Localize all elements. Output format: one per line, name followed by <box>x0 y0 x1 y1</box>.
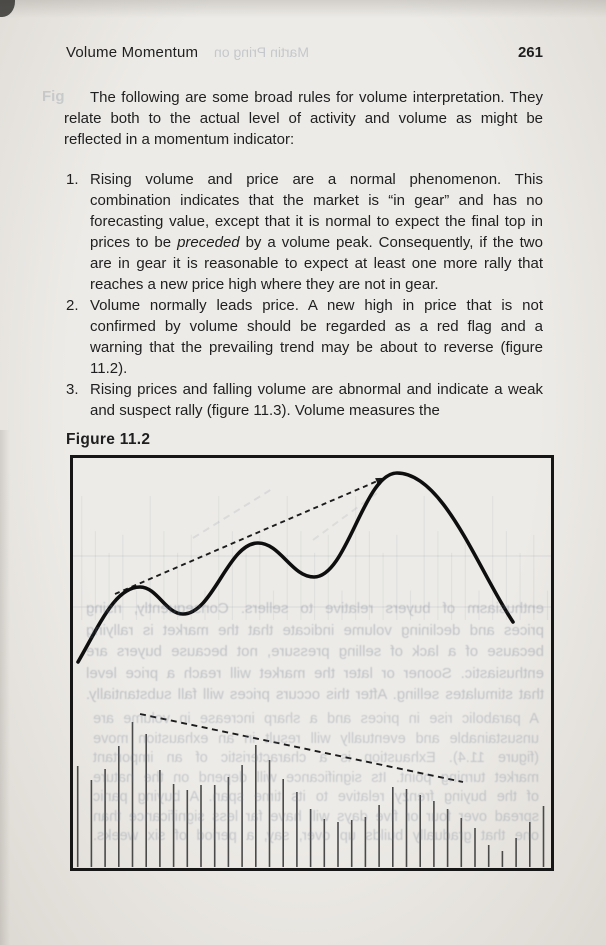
bleedthrough-line: spread over four or five days will have far less significance than <box>93 808 539 825</box>
scan-edge-shadow-left <box>0 430 10 945</box>
rule-text: Rising volume and price are a normal phenomenon. This combination indicates that the market is “in gear” and has no forecasting value, except that it is normal to expect the final top in prices to be preceded by a volume peak. Consequently, if the two are in gear it is reasonable to expect at least one more rally that reaches a new price high where they are not in gear. <box>90 171 543 293</box>
bleedthrough-paragraph-a <box>86 598 544 706</box>
running-header-title: Volume Momentum <box>66 44 199 61</box>
figure-caption: Figure 11.2 <box>66 431 151 448</box>
rule-item-1 <box>64 169 543 295</box>
bleedthrough-line: A parabolic rise in prices and a sharp increase in volume are <box>93 711 539 727</box>
intro-paragraph: The following are some broad rules for volume interpretation. They relate both to the actual level of activity and volume as might be reflected in a momentum indicator: <box>64 89 543 148</box>
rule-text: Rising prices and falling volume are abnormal and indicate a weak and suspect rally (figure 11.3). Volume measures the <box>90 381 543 419</box>
bleedthrough-line: enthusiastic. Sooner or later the market will reach a price level <box>86 664 544 682</box>
ink-offset-artifact: Fig <box>42 88 65 105</box>
rule-number: 3. <box>66 381 79 398</box>
rule-number: 2. <box>66 297 79 314</box>
bleedthrough-line: because of a lack of selling pressure, not because buyers are <box>86 643 544 660</box>
bleedthrough-line: enthusiasm of buyers relative to sellers. Consequently, rising <box>86 600 544 617</box>
page-number: 261 <box>517 44 543 61</box>
bleedthrough-line: (figure 11.4). Exhaustion is a characteristic of an important <box>93 750 539 766</box>
bleedthrough-line: prices and declining volume indicate that the market is rallying <box>86 621 544 639</box>
volume-rules-list <box>64 169 543 421</box>
bleedthrough-line: one that gradually builds up over, say, a period of six weeks. <box>93 828 539 844</box>
running-header-row <box>66 44 543 61</box>
bleedthrough-header-text: Martin Pring on <box>214 44 310 60</box>
scan-edge-shadow <box>0 0 606 18</box>
bleedthrough-line: market turning point. Its significance will depend on the nature <box>93 769 539 786</box>
rule-number: 1. <box>66 171 79 188</box>
figure-11-2-chart <box>70 455 554 871</box>
bleedthrough-paragraph-b <box>93 710 539 847</box>
rule-item-3 <box>64 379 543 421</box>
bleedthrough-line: unsustainable and eventually will result in an exhaustion move <box>93 730 539 747</box>
bleedthrough-line: that stimulates selling. After this occurs prices will fall substantially. <box>86 686 544 703</box>
rule-text: Volume normally leads price. A new high in price that is not confirmed by volume should be regarded as a red flag and a warning that the prevailing trend may be about to reverse (figure 11.2). <box>90 297 543 377</box>
bleedthrough-line: of the buying frenzy relative to its time span. A buying panic <box>93 789 539 805</box>
rule-item-2 <box>64 295 543 379</box>
